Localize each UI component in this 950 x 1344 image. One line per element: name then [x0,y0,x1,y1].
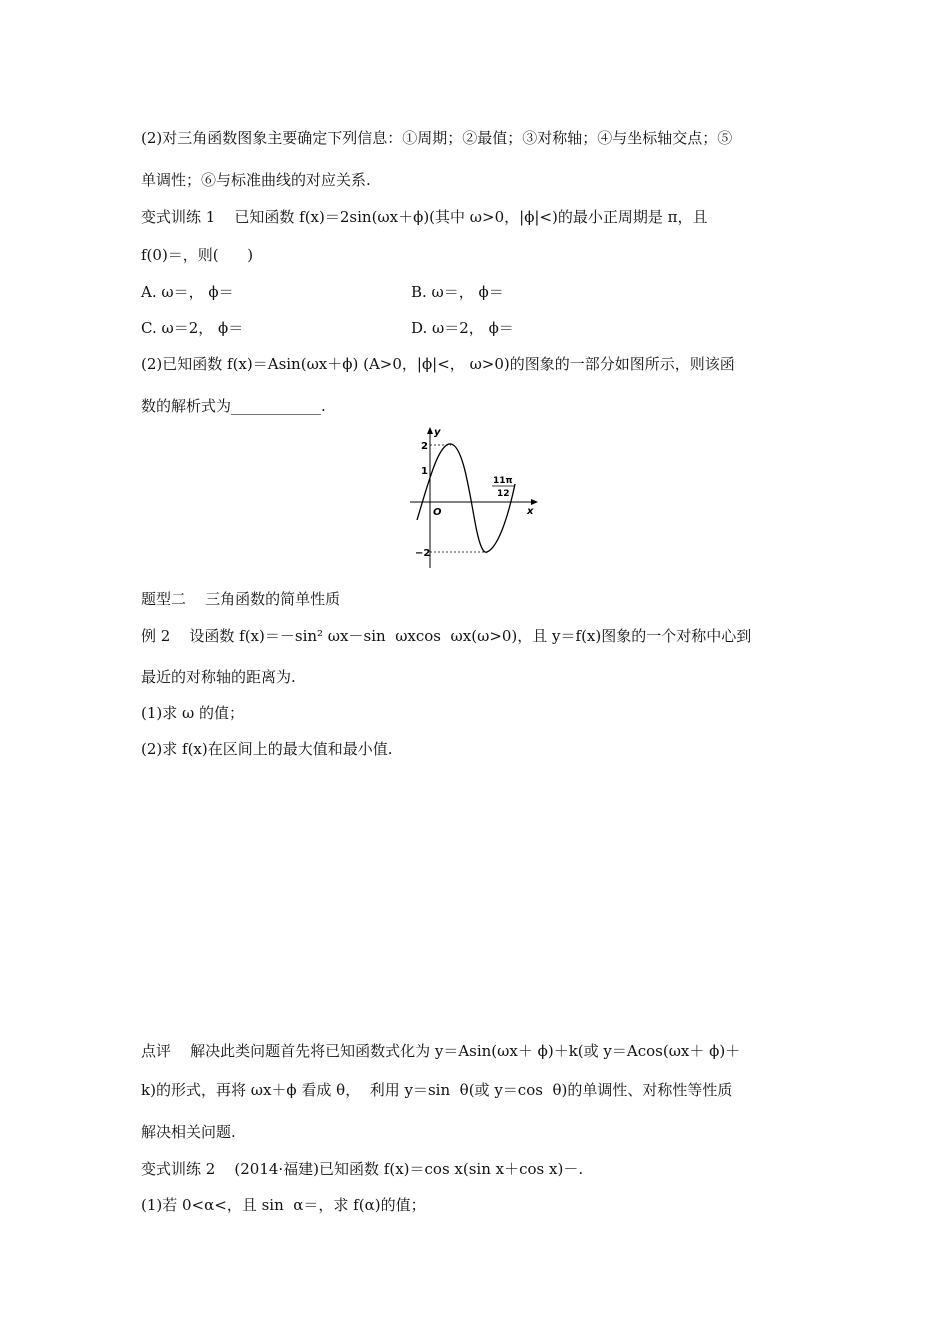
example-2-title: 例 2 设函数 f(x)＝－sin² ωx－sin ωxcos ωx(ω>0)，且 y＝f(x)图象的一个对称中心到 [141,627,752,645]
text-line-5: (2)已知函数 f(x)＝Asin(ωx＋ϕ) (A>0，|ϕ|<， ω>0)的图象的一部分如图所示，则该函 [141,355,735,373]
text-line-1: (2)对三角函数图象主要确定下列信息：①周期；②最值；③对称轴；④与坐标轴交点；⑤ [141,129,733,147]
exercise-2-question-1: (1)若 0<α<，且 sin α＝，求 f(α)的值； [141,1196,426,1214]
y-axis-label: y [434,427,441,438]
question-1: (1)求 ω 的值； [141,704,245,722]
tick-label-2: 2 [421,441,428,452]
text-line-2: 单调性；⑥与标准曲线的对应关系. [141,171,371,189]
text-line-4: f(0)＝，则( ) [141,246,254,264]
exercise-2-title: 变式训练 2 (2014·福建)已知函数 f(x)＝cos x(sin x＋cos x)－. [141,1160,584,1178]
comment-line-2: k)的形式，再将 ωx＋ϕ 看成 θ， 利用 y＝sin θ(或 y＝cos θ)的单调性、对称性等性质 [141,1081,733,1099]
fraction-denominator: 12 [497,489,510,499]
text-line-9: 最近的对称轴的距离为. [141,668,296,686]
y-axis-arrow [427,427,433,434]
tick-label-neg2: −2 [415,548,431,559]
sine-graph-figure [405,422,545,570]
option-d: D. ω＝2， ϕ＝ [411,319,514,337]
text-line-6: 数的解析式为____________. [141,397,326,415]
question-2: (2)求 f(x)在区间上的最大值和最小值. [141,740,393,758]
option-c: C. ω＝2， ϕ＝ [141,319,244,337]
comment-line-1: 点评 解决此类问题首先将已知函数式化为 y＝Asin(ωx＋ ϕ)＋k(或 y＝Acos(ωx＋ ϕ)＋ [141,1042,741,1060]
x-axis-label: x [527,506,534,517]
section-title: 题型二 三角函数的简单性质 [141,590,341,608]
exercise-1-title: 变式训练 1 已知函数 f(x)＝2sin(ωx＋ϕ)(其中 ω>0，|ϕ|<)的最小正周期是 π，且 [141,208,708,226]
x-axis-arrow [531,499,538,505]
option-b: B. ω＝， ϕ＝ [411,283,504,301]
origin-label: O [433,507,442,518]
tick-label-1: 1 [421,466,428,477]
option-a: A. ω＝， ϕ＝ [141,283,234,301]
fraction-numerator: 11π [493,476,513,486]
comment-line-3: 解决相关问题. [141,1123,236,1141]
